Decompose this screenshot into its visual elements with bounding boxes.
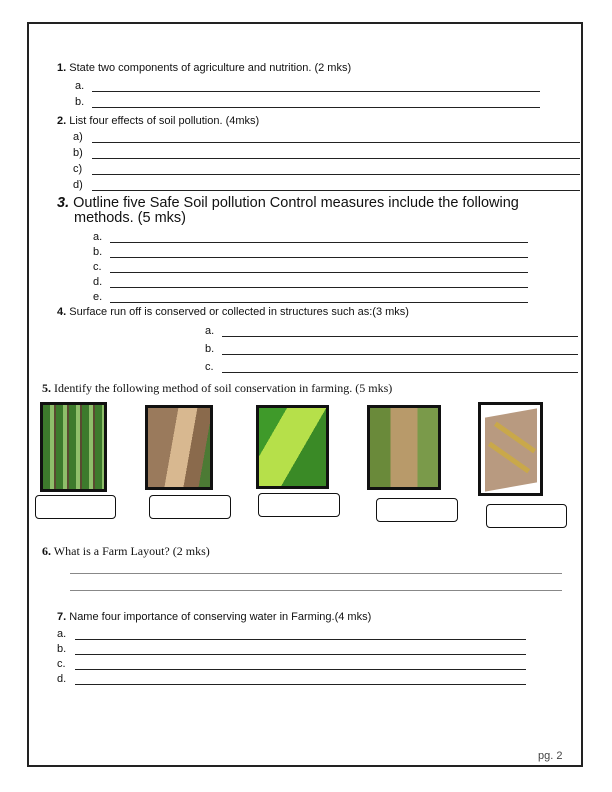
q7-label-c: c. (57, 658, 66, 670)
q3-label-e: e. (93, 291, 103, 303)
answer-line[interactable] (222, 372, 578, 373)
answer-box-2[interactable] (149, 495, 231, 519)
question-3: 3. Outline five Safe Soil pollution Control measures include the following (57, 195, 519, 211)
q1-label-b: b. (75, 96, 85, 108)
q2-label-a: a) (73, 131, 83, 143)
answer-line[interactable] (110, 287, 528, 288)
q4-label-a: a. (205, 325, 215, 337)
q7-label-d: d. (57, 673, 67, 685)
q4-label-b: b. (205, 343, 215, 355)
q3-label-a: a. (93, 231, 103, 243)
q3-label-c: c. (93, 261, 102, 273)
mulching-image (145, 405, 213, 490)
question-4: 4. Surface run off is conserved or collected in structures such as:(3 mks) (57, 306, 409, 318)
q2-label-d: d) (73, 179, 83, 191)
answer-line[interactable] (110, 257, 528, 258)
answer-line[interactable] (110, 272, 528, 273)
answer-box-3[interactable] (258, 493, 340, 517)
answer-line[interactable] (92, 190, 580, 191)
q3-label-b: b. (93, 246, 103, 258)
trash-lines-image (478, 402, 543, 496)
answer-line[interactable] (75, 654, 526, 655)
question-7: 7. Name four importance of conserving water in Farming.(4 mks) (57, 611, 372, 623)
grass-waterway-image (256, 405, 329, 489)
answer-line[interactable] (70, 573, 562, 574)
question-6: 6. What is a Farm Layout? (2 mks) (42, 544, 210, 558)
answer-line[interactable] (110, 242, 528, 243)
answer-line[interactable] (75, 639, 526, 640)
q7-label-a: a. (57, 628, 67, 640)
answer-line[interactable] (70, 590, 562, 591)
q4-label-c: c. (205, 361, 214, 373)
answer-line[interactable] (92, 158, 580, 159)
answer-line[interactable] (92, 107, 540, 108)
question-2: 2. List four effects of soil pollution. (4mks) (57, 115, 260, 127)
q3-label-d: d. (93, 276, 103, 288)
answer-line[interactable] (222, 336, 578, 337)
answer-line[interactable] (92, 142, 580, 143)
answer-line[interactable] (110, 302, 528, 303)
q2-label-c: c) (73, 163, 83, 175)
question-5: 5. Identify the following method of soil conservation in farming. (5 mks) (42, 381, 393, 395)
crop-rows-image (40, 402, 107, 492)
answer-line[interactable] (92, 174, 580, 175)
page-number: pg. 2 (538, 750, 563, 762)
question-1: 1. State two components of agriculture and nutrition. (2 mks) (57, 62, 352, 74)
q7-label-b: b. (57, 643, 67, 655)
answer-box-1[interactable] (35, 495, 116, 519)
q2-label-b: b) (73, 147, 83, 159)
terrace-ditch-image (367, 405, 441, 490)
answer-line[interactable] (222, 354, 578, 355)
answer-box-4[interactable] (376, 498, 458, 522)
answer-line[interactable] (75, 669, 526, 670)
question-3-line2: methods. (5 mks) (74, 210, 186, 226)
answer-line[interactable] (92, 91, 540, 92)
answer-line[interactable] (75, 684, 526, 685)
q1-label-a: a. (75, 80, 85, 92)
answer-box-5[interactable] (486, 504, 567, 528)
